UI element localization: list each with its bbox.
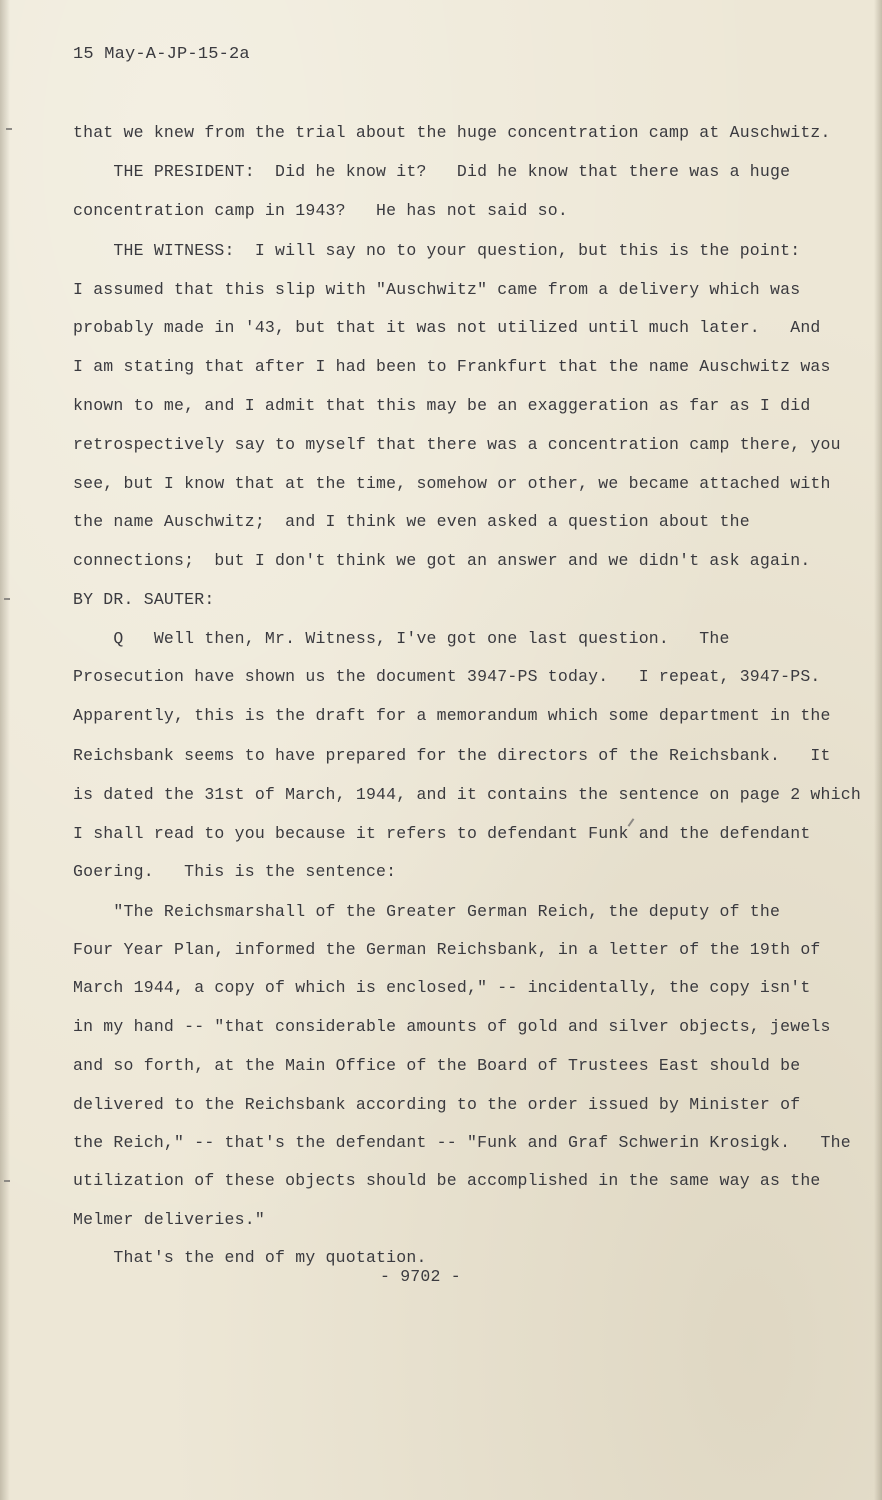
transcript-line: that we knew from the trial about the huge concentration camp at Auschwitz. bbox=[73, 123, 831, 142]
transcript-line: connections; but I don't think we got an answer and we didn't ask again. bbox=[73, 551, 811, 570]
margin-tick-mark bbox=[6, 128, 12, 130]
page-number: - 9702 - bbox=[380, 1267, 461, 1286]
examiner-heading: BY DR. SAUTER: bbox=[73, 590, 215, 609]
transcript-line: the Reich," -- that's the defendant -- "Funk and Graf Schwerin Krosigk. The bbox=[73, 1133, 851, 1152]
transcript-line: That's the end of my quotation. bbox=[73, 1248, 427, 1267]
transcript-line: see, but I know that at the time, somehow or other, we became attached with bbox=[73, 474, 831, 493]
transcript-line: Melmer deliveries." bbox=[73, 1210, 265, 1229]
margin-tick-mark bbox=[4, 1180, 10, 1182]
transcript-line: utilization of these objects should be accomplished in the same way as the bbox=[73, 1171, 821, 1190]
transcript-line: Q Well then, Mr. Witness, I've got one last question. The bbox=[73, 629, 730, 648]
page-left-edge-shadow bbox=[0, 0, 10, 1500]
transcript-line: THE PRESIDENT: Did he know it? Did he know that there was a huge bbox=[73, 162, 791, 181]
transcript-line: is dated the 31st of March, 1944, and it contains the sentence on page 2 which bbox=[73, 785, 861, 804]
transcript-line: and so forth, at the Main Office of the Board of Trustees East should be bbox=[73, 1056, 801, 1075]
transcript-line: concentration camp in 1943? He has not said so. bbox=[73, 201, 568, 220]
transcript-line: in my hand -- "that considerable amounts of gold and silver objects, jewels bbox=[73, 1017, 831, 1036]
transcript-line: THE WITNESS: I will say no to your question, but this is the point: bbox=[73, 241, 801, 260]
transcript-line: the name Auschwitz; and I think we even asked a question about the bbox=[73, 512, 750, 531]
transcript-line: Four Year Plan, informed the German Reichsbank, in a letter of the 19th of bbox=[73, 940, 821, 959]
transcript-line: probably made in '43, but that it was not utilized until much later. And bbox=[73, 318, 821, 337]
margin-tick-mark bbox=[4, 598, 10, 600]
transcript-line: "The Reichsmarshall of the Greater German Reich, the deputy of the bbox=[73, 902, 781, 921]
transcript-line: I assumed that this slip with "Auschwitz" came from a delivery which was bbox=[73, 280, 801, 299]
transcript-line: I am stating that after I had been to Frankfurt that the name Auschwitz was bbox=[73, 357, 831, 376]
transcript-line: Apparently, this is the draft for a memorandum which some department in the bbox=[73, 706, 831, 725]
transcript-line: delivered to the Reichsbank according to the order issued by Minister of bbox=[73, 1095, 801, 1114]
transcript-line: known to me, and I admit that this may be an exaggeration as far as I did bbox=[73, 396, 811, 415]
page-right-edge-shadow bbox=[874, 0, 882, 1500]
transcript-line: I shall read to you because it refers to defendant Funk and the defendant bbox=[73, 824, 811, 843]
transcript-line: Goering. This is the sentence: bbox=[73, 862, 397, 881]
document-header-reference: 15 May-A-JP-15-2a bbox=[73, 45, 250, 64]
transcript-line: Reichsbank seems to have prepared for the directors of the Reichsbank. It bbox=[73, 746, 831, 765]
transcript-line: retrospectively say to myself that there was a concentration camp there, you bbox=[73, 435, 841, 454]
transcript-line: March 1944, a copy of which is enclosed," -- incidentally, the copy isn't bbox=[73, 978, 811, 997]
transcript-line: Prosecution have shown us the document 3947-PS today. I repeat, 3947-PS. bbox=[73, 667, 821, 686]
